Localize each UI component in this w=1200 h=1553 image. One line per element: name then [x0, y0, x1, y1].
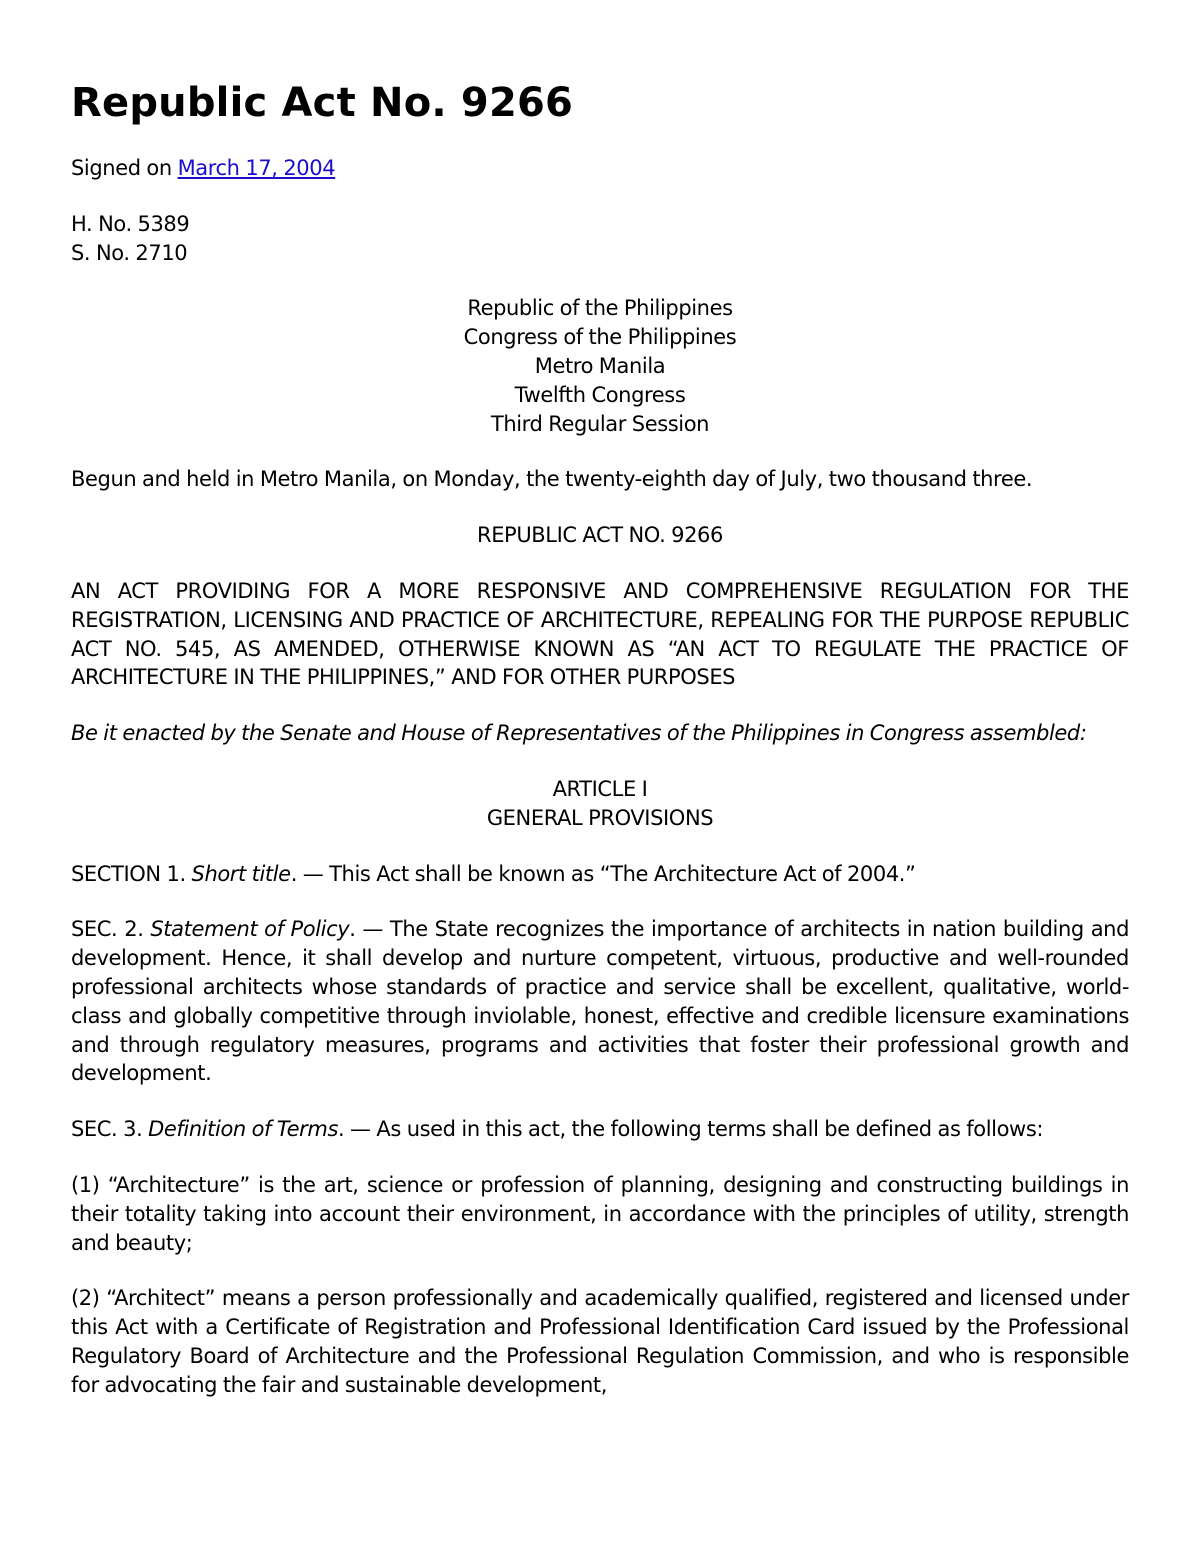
definition-architecture: (1) “Architecture” is the art, science or profession of planning, designing and constructing buildings in their totality taking into account their environment, in accordance with the principles of utility, strength and beauty; [71, 1172, 1129, 1255]
section-1-heading: Short title [191, 861, 291, 886]
house-bill-number: H. No. 5389 [71, 211, 190, 236]
act-long-title: AN ACT PROVIDING FOR A MORE RESPONSIVE AND COMPREHENSIVE REGULATION FOR THE REGISTRATION, LICENSING AND PRACTICE OF ARCHITECTURE, REPEALING FOR THE PURPOSE REPUBLIC ACT NO. 545, AS AMENDED, OTHERWISE KNOWN AS “AN ACT TO REGULATE THE PRACTICE OF ARCHITECTURE IN THE PHILIPPINES,” AND FOR OTHER PURPOSES [71, 578, 1129, 690]
section-2-heading: Statement of Policy [150, 917, 350, 942]
enacting-clause-text: Be it enacted by the Senate and House of Representatives of the Philippines in Congress assembled: [71, 721, 1087, 746]
signed-prefix: Signed on [71, 156, 178, 180]
definition-architect: (2) “Architect” means a person professionally and academically qualified, registered and licensed under this Act with a Certificate of Registration and Professional Identification Card issued by the Professional Regulatory Board of Architecture and the Professional Regulation Commission, and who is responsible for advocating the fair and sustainable development, [71, 1286, 1129, 1397]
section-3-label: SEC. 3. [71, 1117, 149, 1142]
section-3-text: . — As used in this act, the following terms shall be defined as follows: [338, 1117, 1044, 1142]
enacting-clause [71, 719, 1129, 748]
signed-date-link[interactable]: March 17, 2004 [177, 156, 336, 180]
section-2-text: . — The State recognizes the importance of architects in nation building and development. Hence, it shall develop and nurture competent, virtuous, productive and well-rounded professional architects whose standards of practice and service shall be excellent, qualitative, world-class and globally competitive through inviolable, honest, effective and credible licensure examinations and through regulatory measures, programs and activities that foster their professional growth and development. [71, 917, 1130, 1086]
section-1-label: SECTION 1. [71, 861, 192, 886]
article-title: GENERAL PROVISIONS [486, 805, 714, 830]
section-3 [71, 1115, 1129, 1144]
congress-header-block [71, 294, 1129, 438]
article-number: ARTICLE I [552, 776, 648, 801]
header-line-congress: Congress of the Philippines [463, 325, 737, 350]
header-line-republic: Republic of the Philippines [467, 296, 733, 321]
bill-numbers [71, 210, 1129, 268]
page-title: Republic Act No. 9266 [71, 80, 574, 126]
section-1-text: . — This Act shall be known as “The Architecture Act of 2004.” [290, 861, 916, 886]
article-heading [71, 775, 1129, 833]
senate-bill-number: S. No. 2710 [71, 240, 188, 265]
signed-line [71, 154, 1129, 183]
section-1 [71, 860, 1129, 889]
act-number: REPUBLIC ACT NO. 9266 [477, 523, 723, 548]
section-2-label: SEC. 2. [71, 917, 151, 942]
header-line-location: Metro Manila [534, 353, 666, 378]
header-line-congress-number: Twelfth Congress [514, 382, 686, 407]
document-body [71, 154, 1129, 1400]
section-2 [71, 915, 1129, 1088]
begun-statement: Begun and held in Metro Manila, on Monday, the twenty-eighth day of July, two thousand three. [71, 467, 1033, 492]
header-line-session: Third Regular Session [490, 411, 710, 436]
section-3-heading: Definition of Terms [148, 1117, 338, 1142]
